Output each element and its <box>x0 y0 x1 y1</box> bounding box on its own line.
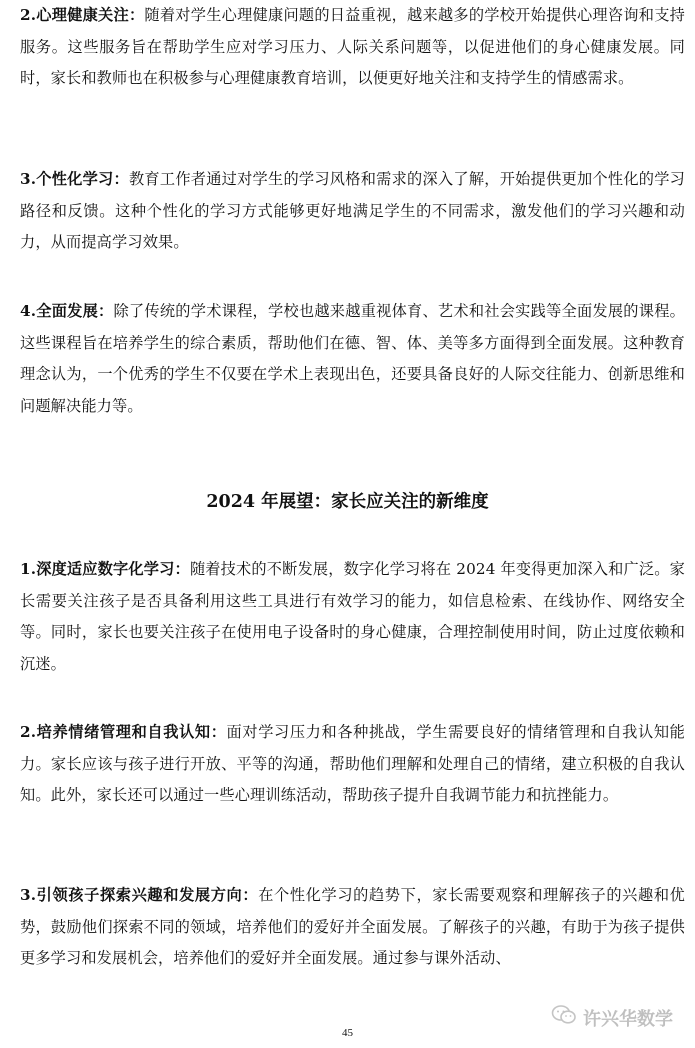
page-number: 45 <box>342 1027 353 1039</box>
paragraph-lead: 2.培养情绪管理和自我认知： <box>20 723 227 741</box>
paragraph-digital-learning <box>20 554 685 680</box>
paragraph-mental-health <box>20 0 685 95</box>
paragraph-explore-interests <box>20 880 685 975</box>
paragraph-lead: 3.引领孩子探索兴趣和发展方向： <box>20 886 259 904</box>
paragraph-lead: 1.深度适应数字化学习： <box>20 560 190 578</box>
paragraph-body: 除了传统的学术课程，学校也越来越重视体育、艺术和社会实践等全面发展的课程。这些课程旨在培养学生的综合素质，帮助他们在德、智、体、美等多方面得到全面发展。这种教育理念认为，一个优秀的学生不仅要在学术上表现出色，还要具备良好的人际交往能力、创新思维和问题解决能力等。 <box>20 302 685 415</box>
paragraph-lead: 3.个性化学习： <box>20 170 129 188</box>
paragraph-emotion-management <box>20 717 685 812</box>
paragraph-body: 随着对学生心理健康问题的日益重视，越来越多的学校开始提供心理咨询和支持服务。这些服务旨在帮助学生应对学习压力、人际关系问题等，以促进他们的身心健康发展。同时，家长和教师也在积极参与心理健康教育培训，以便更好地关注和支持学生的情感需求。 <box>20 6 685 87</box>
paragraph-body: 面对学习压力和各种挑战，学生需要良好的情绪管理和自我认知能力。家长应该与孩子进行开放、平等的沟通，帮助他们理解和处理自己的情绪，建立积极的自我认知。此外，家长还可以通过一些心理训练活动，帮助孩子提升自我调节能力和抗挫能力。 <box>20 723 685 804</box>
paragraph-personalized-learning <box>20 164 685 259</box>
paragraph-body: 在个性化学习的趋势下，家长需要观察和理解孩子的兴趣和优势，鼓励他们探索不同的领域，培养他们的爱好并全面发展。了解孩子的兴趣，有助于为孩子提供更多学习和发展机会，培养他们的爱好并全面发展。通过参与课外活动、 <box>20 886 685 967</box>
paragraph-lead: 4.全面发展： <box>20 302 114 320</box>
paragraph-lead: 2.心理健康关注： <box>20 6 145 24</box>
paragraph-body: 随着技术的不断发展，数字化学习将在 2024 年变得更加深入和广泛。家长需要关注孩子是否具备利用这些工具进行有效学习的能力，如信息检索、在线协作、网络安全等。同时，家长也要关注孩子在使用电子设备时的身心健康，合理控制使用时间，防止过度依赖和沉迷。 <box>20 560 686 673</box>
paragraph-body: 教育工作者通过对学生的学习风格和需求的深入了解，开始提供更加个性化的学习路径和反馈。这种个性化的学习方式能够更好地满足学生的不同需求，激发他们的学习兴趣和动力，从而提高学习效果。 <box>20 170 685 251</box>
section-heading: 2024 年展望：家长应关注的新维度 <box>206 492 489 512</box>
watermark-text: 许兴华数学 <box>583 1008 673 1030</box>
paragraph-all-round-development <box>20 296 685 422</box>
